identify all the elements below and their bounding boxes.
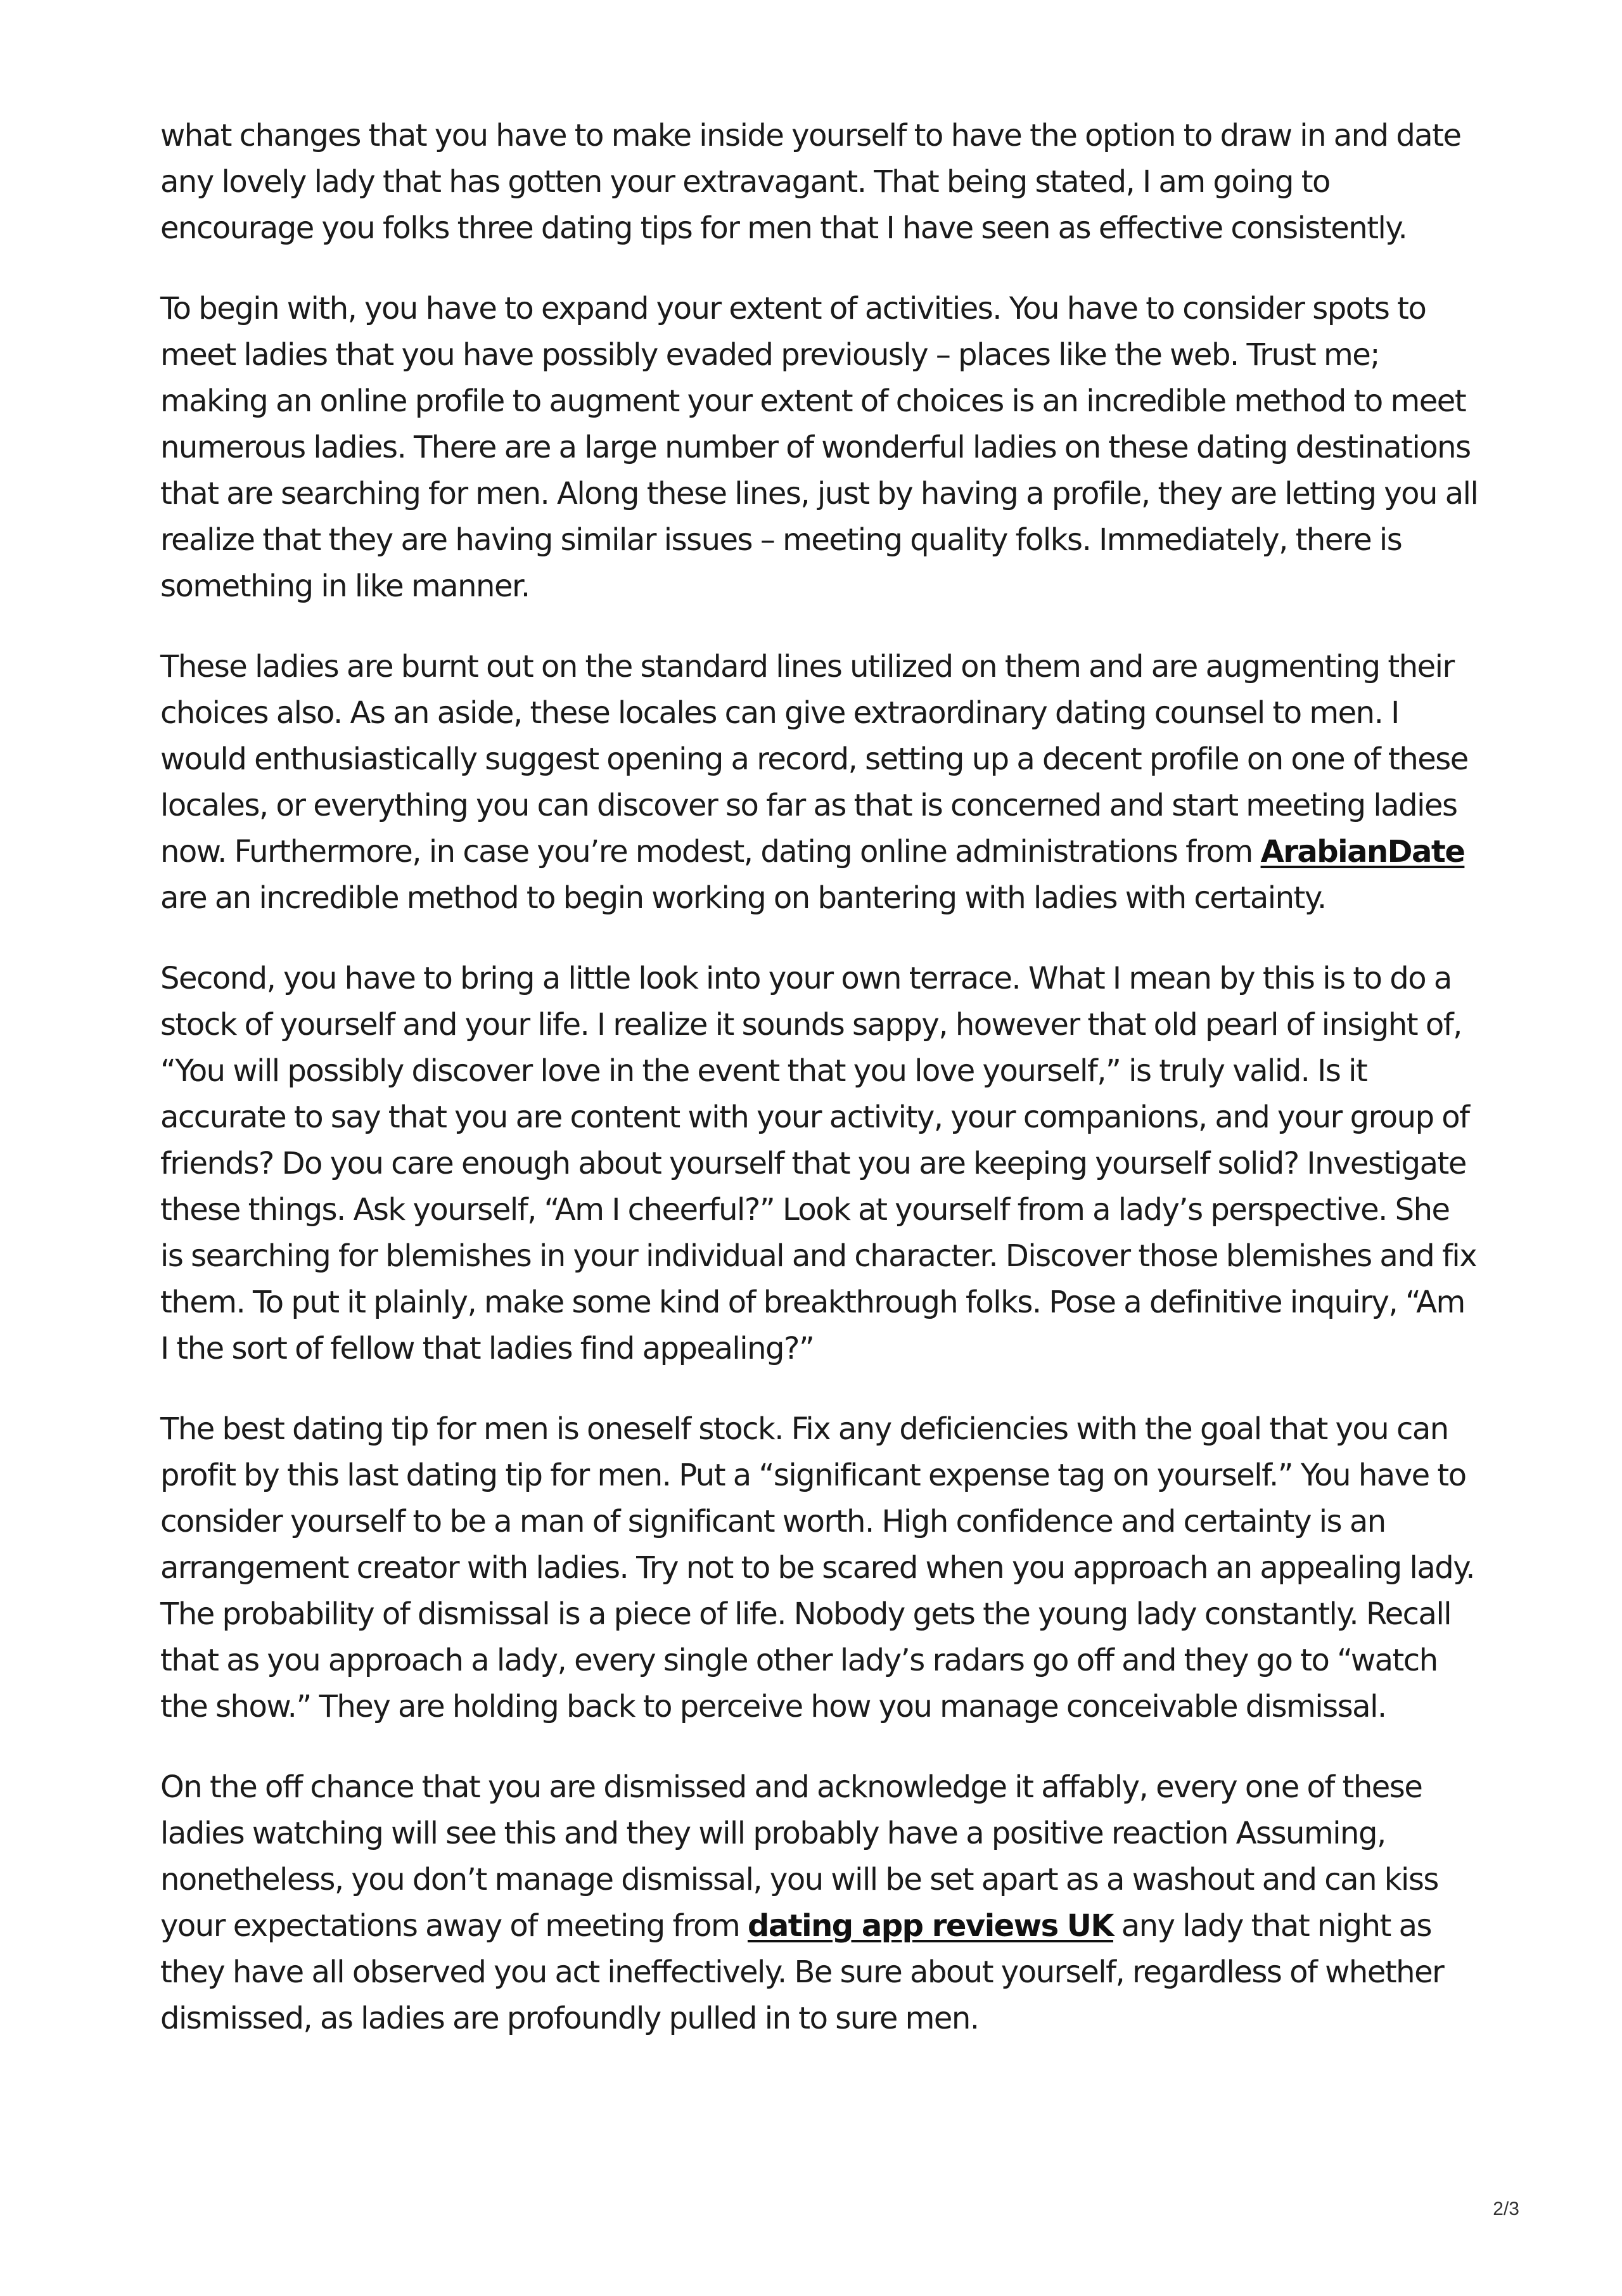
page-number: 2/3 <box>1493 2198 1519 2219</box>
dating-app-reviews-link[interactable]: dating app reviews UK <box>747 1908 1114 1944</box>
document-body <box>160 113 1478 2076</box>
paragraph-3-text-before: These ladies are burnt out on the standard lines utilized on them and are augmenting their choices also. As an aside, these locales can give extraordinary dating counsel to men. I would enthusiastically suggest opening a record, setting up a decent profile on one of these locales, or everything you can discover so far as that is concerned and start meeting ladies now. Furthermore, in case you’re modest, dating online administrations from <box>160 649 1468 869</box>
paragraph-3-text-after: are an incredible method to begin working on bantering with ladies with certainty. <box>160 880 1326 916</box>
paragraph-1: what changes that you have to make inside yourself to have the option to draw in and date any lovely lady that has gotten your extravagant. That being stated, I am going to encourage you folks three dating tips for men that I have seen as effective consistently. <box>160 118 1461 246</box>
paragraph-6-text-before: On the off chance that you are dismissed and acknowledge it affably, every one of these ladies watching will see this and they will probably have a positive reaction Assuming, nonetheless, you don’t manage dismissal, you will be set apart as a washout and can kiss your expectations away of meeting from <box>160 1769 1438 1944</box>
paragraph-2: To begin with, you have to expand your extent of activities. You have to consider spots to meet ladies that you have possibly evaded previously – places like the web. Trust me; making an online profile to augment your extent of choices is an incredible method to meet numerous ladies. There are a large number of wonderful ladies on these dating destinations that are searching for men. Along these lines, just by having a profile, they are letting you all realize that they are having similar issues – meeting quality folks. Immediately, there is something in like manner. <box>160 291 1478 604</box>
paragraph-3 <box>160 644 1478 921</box>
paragraph-4: Second, you have to bring a little look into your own terrace. What I mean by this is to do a stock of yourself and your life. I realize it sounds sappy, however that old pearl of insight of, “You will possibly discover love in the event that you love yourself,” is truly valid. Is it accurate to say that you are content with your activity, your companions, and your group of friends? Do you care enough about yourself that you are keeping yourself solid? Investigate these things. Ask yourself, “Am I cheerful?” Look at yourself from a lady’s perspective. She is searching for blemishes in your individual and character. Discover those blemishes and fix them. To put it plainly, make some kind of breakthrough folks. Pose a definitive inquiry, “Am I the sort of fellow that ladies find appealing?” <box>160 961 1477 1366</box>
paragraph-6 <box>160 1764 1478 2042</box>
arabiandate-link[interactable]: ArabianDate <box>1260 834 1465 869</box>
paragraph-6-text-after: any lady that night as they have all observed you act ineffectively. Be sure about yourself, regardless of whether dismissed, as ladies are profoundly pulled in to sure men. <box>160 1908 1444 2036</box>
paragraph-5: The best dating tip for men is oneself stock. Fix any deficiencies with the goal that you can profit by this last dating tip for men. Put a “significant expense tag on yourself.” You have to consider yourself to be a man of significant worth. High confidence and certainty is an arrangement creator with ladies. Try not to be scared when you approach an appealing lady. The probability of dismissal is a piece of life. Nobody gets the young lady constantly. Recall that as you approach a lady, every single other lady’s radars go off and they go to “watch the show.” They are holding back to perceive how you manage conceivable dismissal. <box>160 1411 1475 1724</box>
